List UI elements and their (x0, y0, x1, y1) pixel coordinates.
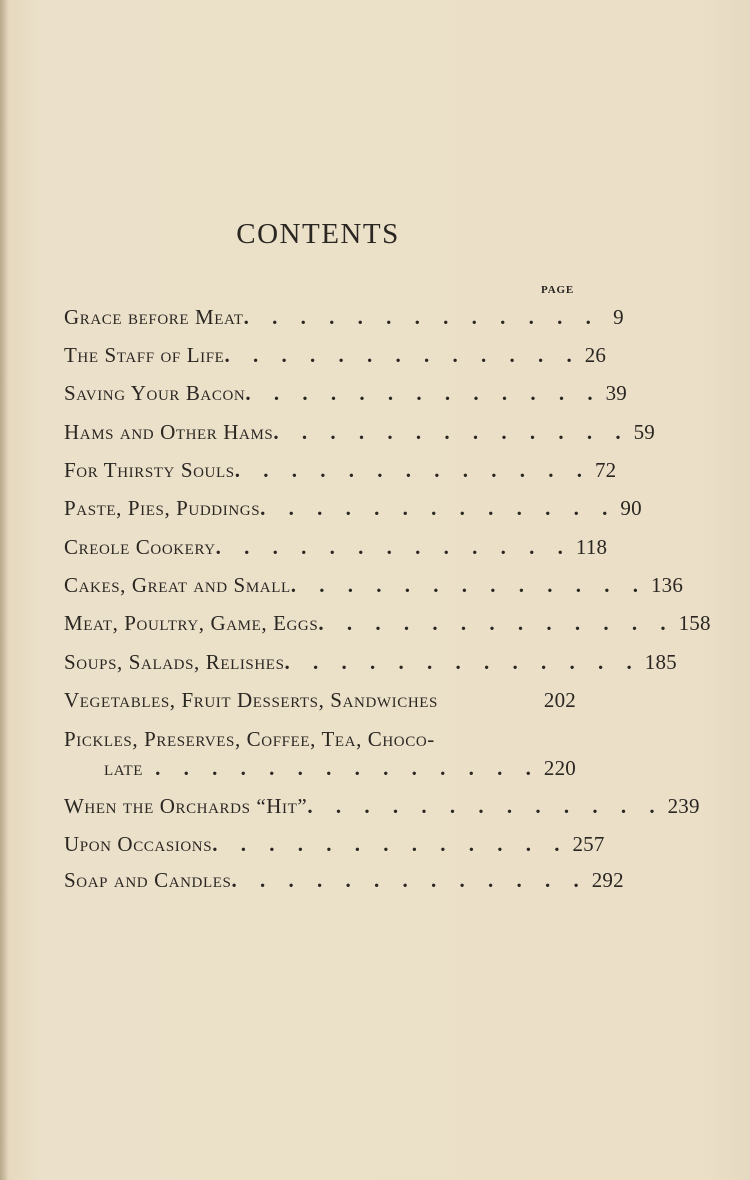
dot-leader: . . . . . . . . . . . . . (243, 305, 600, 329)
toc-entry (64, 753, 576, 783)
entry-title: Grace before Meat (64, 305, 244, 329)
toc-entry (64, 608, 711, 638)
toc-entry-title-line: Pickles, Preserves, Coffee, Tea, Choco- (64, 727, 435, 751)
dot-leader: . . . . . . . . . . . . . . (155, 756, 540, 780)
dot-leader: . . . . . . . . . . . . . (290, 573, 647, 597)
entry-page: 292 (591, 868, 624, 892)
dot-leader: . . . . . . . . . . . . . (234, 458, 591, 482)
dot-leader: . . . . . . . . . . . . . (224, 343, 581, 367)
entry-title: For Thirsty Souls (64, 458, 235, 482)
dot-leader: . . . . . . . . . . . . . (215, 535, 572, 559)
toc-entry (64, 532, 608, 562)
dot-leader: . . . . . . . . . . . . . (260, 496, 617, 520)
page-column-label: PAGE (541, 284, 574, 296)
entry-title: Cakes, Great and Small (64, 573, 291, 597)
toc-entry (64, 829, 605, 859)
toc-entry (64, 417, 655, 447)
entry-title: Hams and Other Hams (64, 420, 274, 444)
toc-entry (64, 647, 677, 677)
dot-leader: . . . . . . . . . . . . . (231, 868, 588, 892)
entry-title: Soups, Salads, Relishes (64, 650, 285, 674)
entry-page: 39 (605, 381, 627, 405)
entry-page: 90 (620, 496, 642, 520)
toc-entry (64, 455, 617, 485)
entry-title: Paste, Pies, Puddings (64, 496, 261, 520)
entry-page: 118 (575, 535, 608, 559)
entry-title: Soap and Candles (64, 868, 232, 892)
entry-title: Saving Your Bacon (64, 381, 246, 405)
entry-page: 185 (644, 650, 677, 674)
entry-title: The Staff of Life (64, 343, 225, 367)
entry-page: 158 (678, 611, 711, 635)
toc-entry (64, 570, 684, 600)
gutter-shadow (0, 0, 8, 1180)
entry-page: 26 (584, 343, 607, 367)
contents-heading: CONTENTS (236, 218, 400, 250)
entry-title: When the Orchards “Hit” (64, 794, 308, 818)
toc-entry (64, 791, 700, 821)
entry-page: 239 (667, 794, 700, 818)
dot-leader: . . . . . . . . . . . . . (307, 794, 664, 818)
entry-title: Vegetables, Fruit Desserts, Sandwiches (64, 688, 438, 712)
toc-entry (64, 685, 576, 715)
entry-title: Meat, Poultry, Game, Eggs (64, 611, 319, 635)
dot-leader: . . . . . . . . . . . . . (212, 832, 569, 856)
dot-leader: . . . . . . . . . . . . . (273, 420, 630, 444)
toc-entry (64, 340, 607, 370)
entry-page: 257 (572, 832, 605, 856)
entry-page: 136 (650, 573, 684, 597)
entry-page: 202 (543, 688, 576, 712)
entry-title: Upon Occasions (64, 832, 213, 856)
dot-leader: . . . . . . . . . . . . . (318, 611, 675, 635)
entry-page: 9 (613, 305, 624, 329)
entry-title: Creole Cookery (64, 535, 216, 559)
entry-page: 72 (594, 458, 617, 482)
toc-entry (64, 493, 642, 523)
toc-entry (64, 378, 627, 408)
toc-entry (64, 302, 624, 332)
entry-page: 220 (543, 756, 576, 780)
toc-entry (64, 865, 624, 895)
entry-page: 59 (633, 420, 655, 444)
dot-leader: . . . . . . . . . . . . . (245, 381, 602, 405)
entry-title-continuation: late (104, 756, 144, 780)
dot-leader: . . . . . . . . . . . . . (284, 650, 641, 674)
